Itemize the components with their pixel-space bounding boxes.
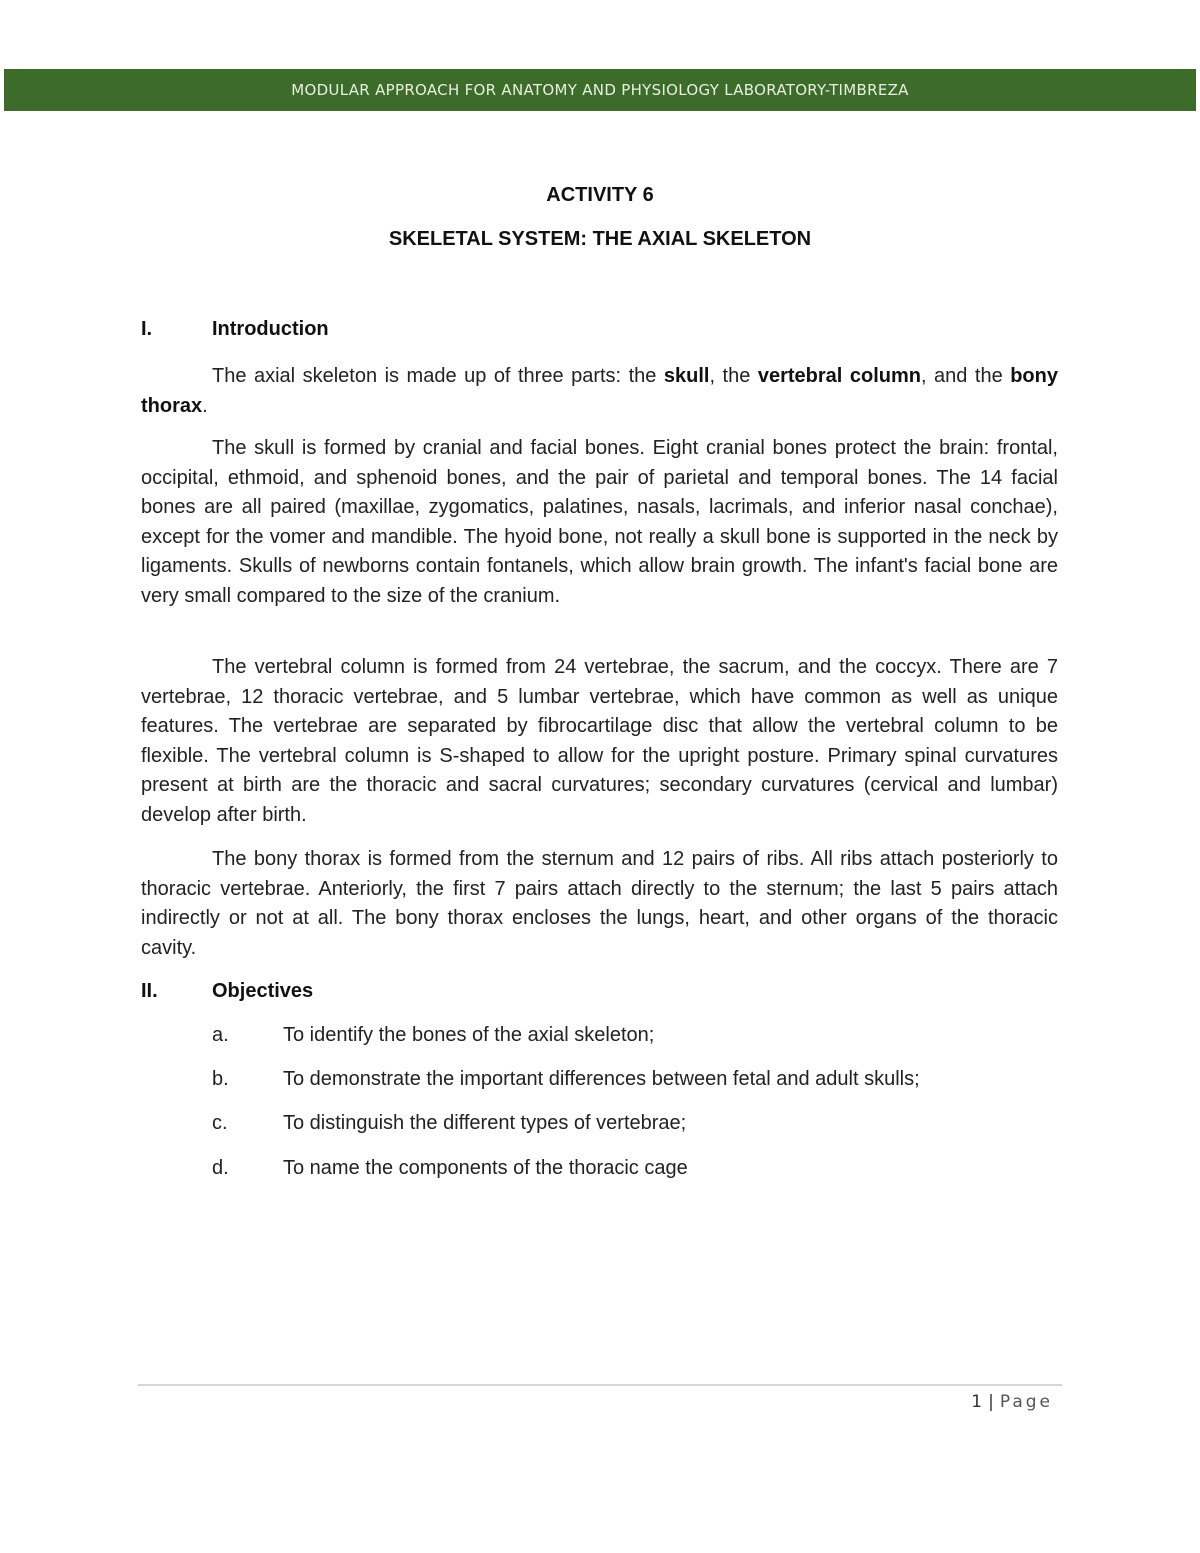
objective-text: To demonstrate the important differences between fetal and adult skulls; <box>283 1068 920 1090</box>
footer-divider <box>138 1384 1062 1386</box>
section-label: Objectives <box>212 980 314 1002</box>
objective-item <box>212 1112 686 1135</box>
intro-paragraph-2: The skull is formed by cranial and facial bones. Eight cranial bones protect the brain: frontal, occipital, ethmoid, and sphenoid bones, and the pair of parietal and temporal bones. The 14 facial bones are all paired (maxillae, zygomatics, palatines, nasals, lacrimals, and inferior nasal conchae), except for the vomer and mandible. The hyoid bone, not really a skull bone is supported in the neck by ligaments. Skulls of newborns contain fontanels, which allow brain growth. The infant's facial bone are very small compared to the size of the cranium. <box>141 437 1058 607</box>
term-skull: skull <box>663 365 710 387</box>
objective-text: To distinguish the different types of vertebrae; <box>283 1112 687 1134</box>
objective-letter: d. <box>212 1157 229 1179</box>
section-label: Introduction <box>212 318 329 340</box>
section-number: I. <box>141 318 153 340</box>
page-footer <box>971 1392 1053 1412</box>
header-banner <box>4 69 1196 111</box>
section-heading-introduction <box>141 318 329 341</box>
objective-letter: a. <box>212 1024 229 1046</box>
objective-text: To identify the bones of the axial skeleton; <box>283 1024 655 1046</box>
objective-text: To name the components of the thoracic cage <box>283 1157 688 1179</box>
page-number: 1 <box>971 1392 983 1412</box>
term-bony-thorax: bony thorax <box>141 365 1058 417</box>
intro-paragraph-3: The vertebral column is formed from 24 vertebrae, the sacrum, and the coccyx. There are 7 vertebrae, 12 thoracic vertebrae, and 5 lumbar vertebrae, which have common as well as unique features. The vertebrae are separated by fibrocartilage disc that allow the vertebral column to be flexible. The vertebral column is S-shaped to allow for the upright posture. Primary spinal curvatures present at birth are the thoracic and sacral curvatures; secondary curvatures (cervical and lumbar) develop after birth. <box>141 656 1058 826</box>
activity-title: ACTIVITY 6 <box>546 184 654 206</box>
footer-separator: | <box>988 1392 994 1412</box>
header-banner-text: MODULAR APPROACH FOR ANATOMY AND PHYSIOLOGY LABORATORY-TIMBREZA <box>291 81 909 99</box>
section-heading-objectives <box>141 980 313 1003</box>
intro-paragraph-4: The bony thorax is formed from the sternum and 12 pairs of ribs. All ribs attach posteriorly to thoracic vertebrae. Anteriorly, the first 7 pairs attach directly to the sternum; the last 5 pairs attach indirectly or not at all. The bony thorax encloses the lungs, heart, and other organs of the thoracic cavity. <box>141 848 1058 959</box>
intro-paragraph-1: The axial skeleton is made up of three parts: the skull, the vertebral column, and the bony thorax. <box>141 365 1058 417</box>
page-label: Page <box>999 1392 1053 1412</box>
activity-subtitle: SKELETAL SYSTEM: THE AXIAL SKELETON <box>388 228 812 250</box>
objective-item <box>212 1024 654 1047</box>
section-number: II. <box>141 980 158 1002</box>
objective-item <box>212 1157 688 1180</box>
objective-item <box>212 1068 920 1091</box>
objective-letter: b. <box>212 1068 229 1090</box>
term-vertebral-column: vertebral column <box>757 365 921 387</box>
objective-letter: c. <box>212 1112 228 1134</box>
